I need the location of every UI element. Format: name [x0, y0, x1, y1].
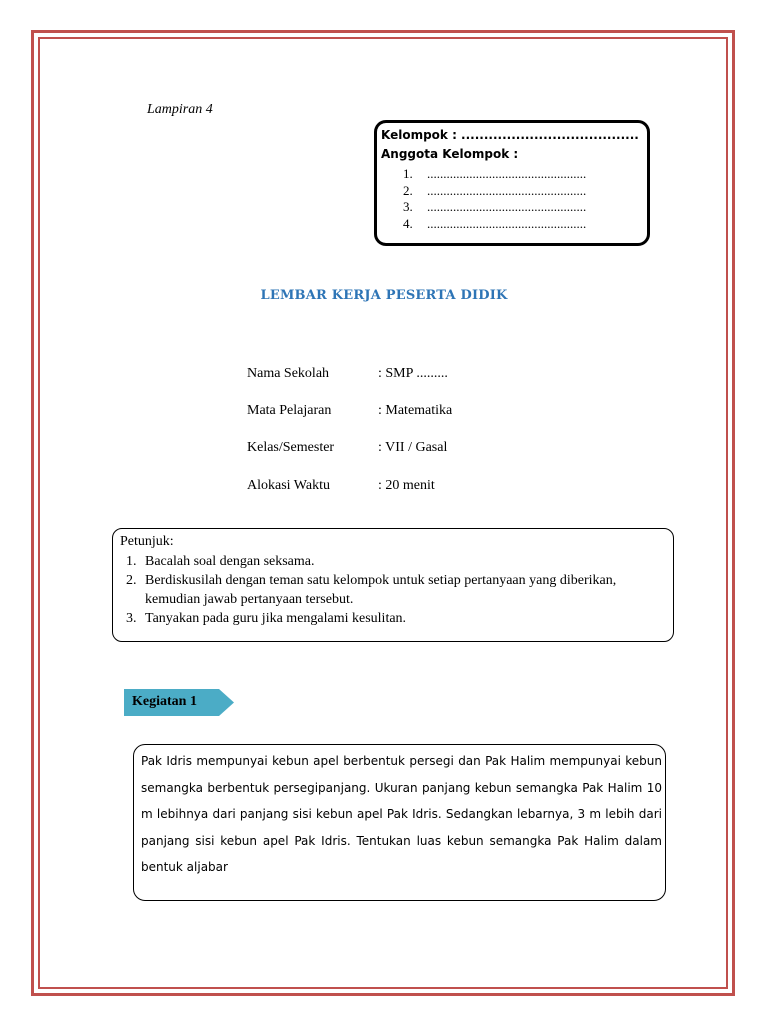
- instruction-text: Tanyakan pada guru jika mengalami kesulitan.: [145, 611, 407, 626]
- activity-label: Kegiatan 1: [132, 694, 197, 709]
- info-label: Nama Sekolah: [247, 366, 330, 381]
- info-row-class: [247, 440, 448, 456]
- instruction-text: Bacalah soal dengan seksama.: [145, 554, 315, 569]
- member-dots: .................................................: [427, 199, 587, 214]
- member-dots: .................................................: [427, 215, 587, 231]
- instruction-number: 1.: [126, 554, 137, 569]
- member-item: [403, 199, 586, 216]
- instruction-item: [126, 573, 616, 589]
- info-value: : VII / Gasal: [378, 440, 448, 455]
- lampiran-label: Lampiran 4: [147, 102, 213, 117]
- info-label: Alokasi Waktu: [247, 478, 330, 493]
- info-row-time: [247, 478, 435, 494]
- info-value: : 20 menit: [378, 478, 435, 493]
- worksheet-title: LEMBAR KERJA PESERTA DIDIK: [260, 288, 508, 303]
- member-item: [403, 166, 586, 183]
- member-dots: .................................................: [427, 182, 587, 198]
- kelompok-line: Kelompok : .......................................: [381, 128, 639, 142]
- instructions-box: [112, 528, 674, 642]
- instruction-item: [126, 611, 406, 627]
- problem-box: [133, 744, 666, 901]
- info-label: Mata Pelajaran: [247, 403, 332, 418]
- activity-banner: [124, 689, 234, 716]
- member-number: 2.: [403, 182, 413, 198]
- info-value: : Matematika: [378, 403, 453, 418]
- instructions-heading: Petunjuk:: [120, 534, 174, 549]
- group-info-box: [374, 120, 650, 246]
- member-item: [403, 183, 586, 200]
- instruction-continuation: kemudian jawab pertanyaan tersebut.: [145, 592, 354, 607]
- anggota-heading: Anggota Kelompok :: [381, 147, 519, 161]
- member-number: 4.: [403, 215, 413, 231]
- info-label: Kelas/Semester: [247, 440, 335, 455]
- problem-text: Pak Idris mempunyai kebun apel berbentuk persegi dan Pak Halim mempunyai kebun semangka berbentuk persegipanjang. Ukuran panjang kebun semangka Pak Halim 10 m lebihnya dari panjang sisi kebun apel Pak Idris. Sedangkan lebarnya, 3 m lebih dari panjang sisi kebun apel Pak Idris. Tentukan luas kebun semangka Pak Halim dalam bentuk aljabar: [141, 754, 662, 874]
- member-list: [403, 166, 586, 232]
- instruction-number: 3.: [126, 611, 137, 626]
- info-value: : SMP .........: [378, 366, 448, 381]
- instruction-item: [126, 554, 315, 570]
- member-item: [403, 216, 586, 233]
- member-dots: .................................................: [427, 166, 587, 181]
- instruction-text: Berdiskusilah dengan teman satu kelompok untuk setiap pertanyaan yang diberikan,: [145, 573, 617, 588]
- instruction-number: 2.: [126, 573, 137, 588]
- member-number: 1.: [403, 166, 413, 181]
- info-row-school: [247, 366, 448, 382]
- info-row-subject: [247, 403, 453, 419]
- member-number: 3.: [403, 199, 413, 214]
